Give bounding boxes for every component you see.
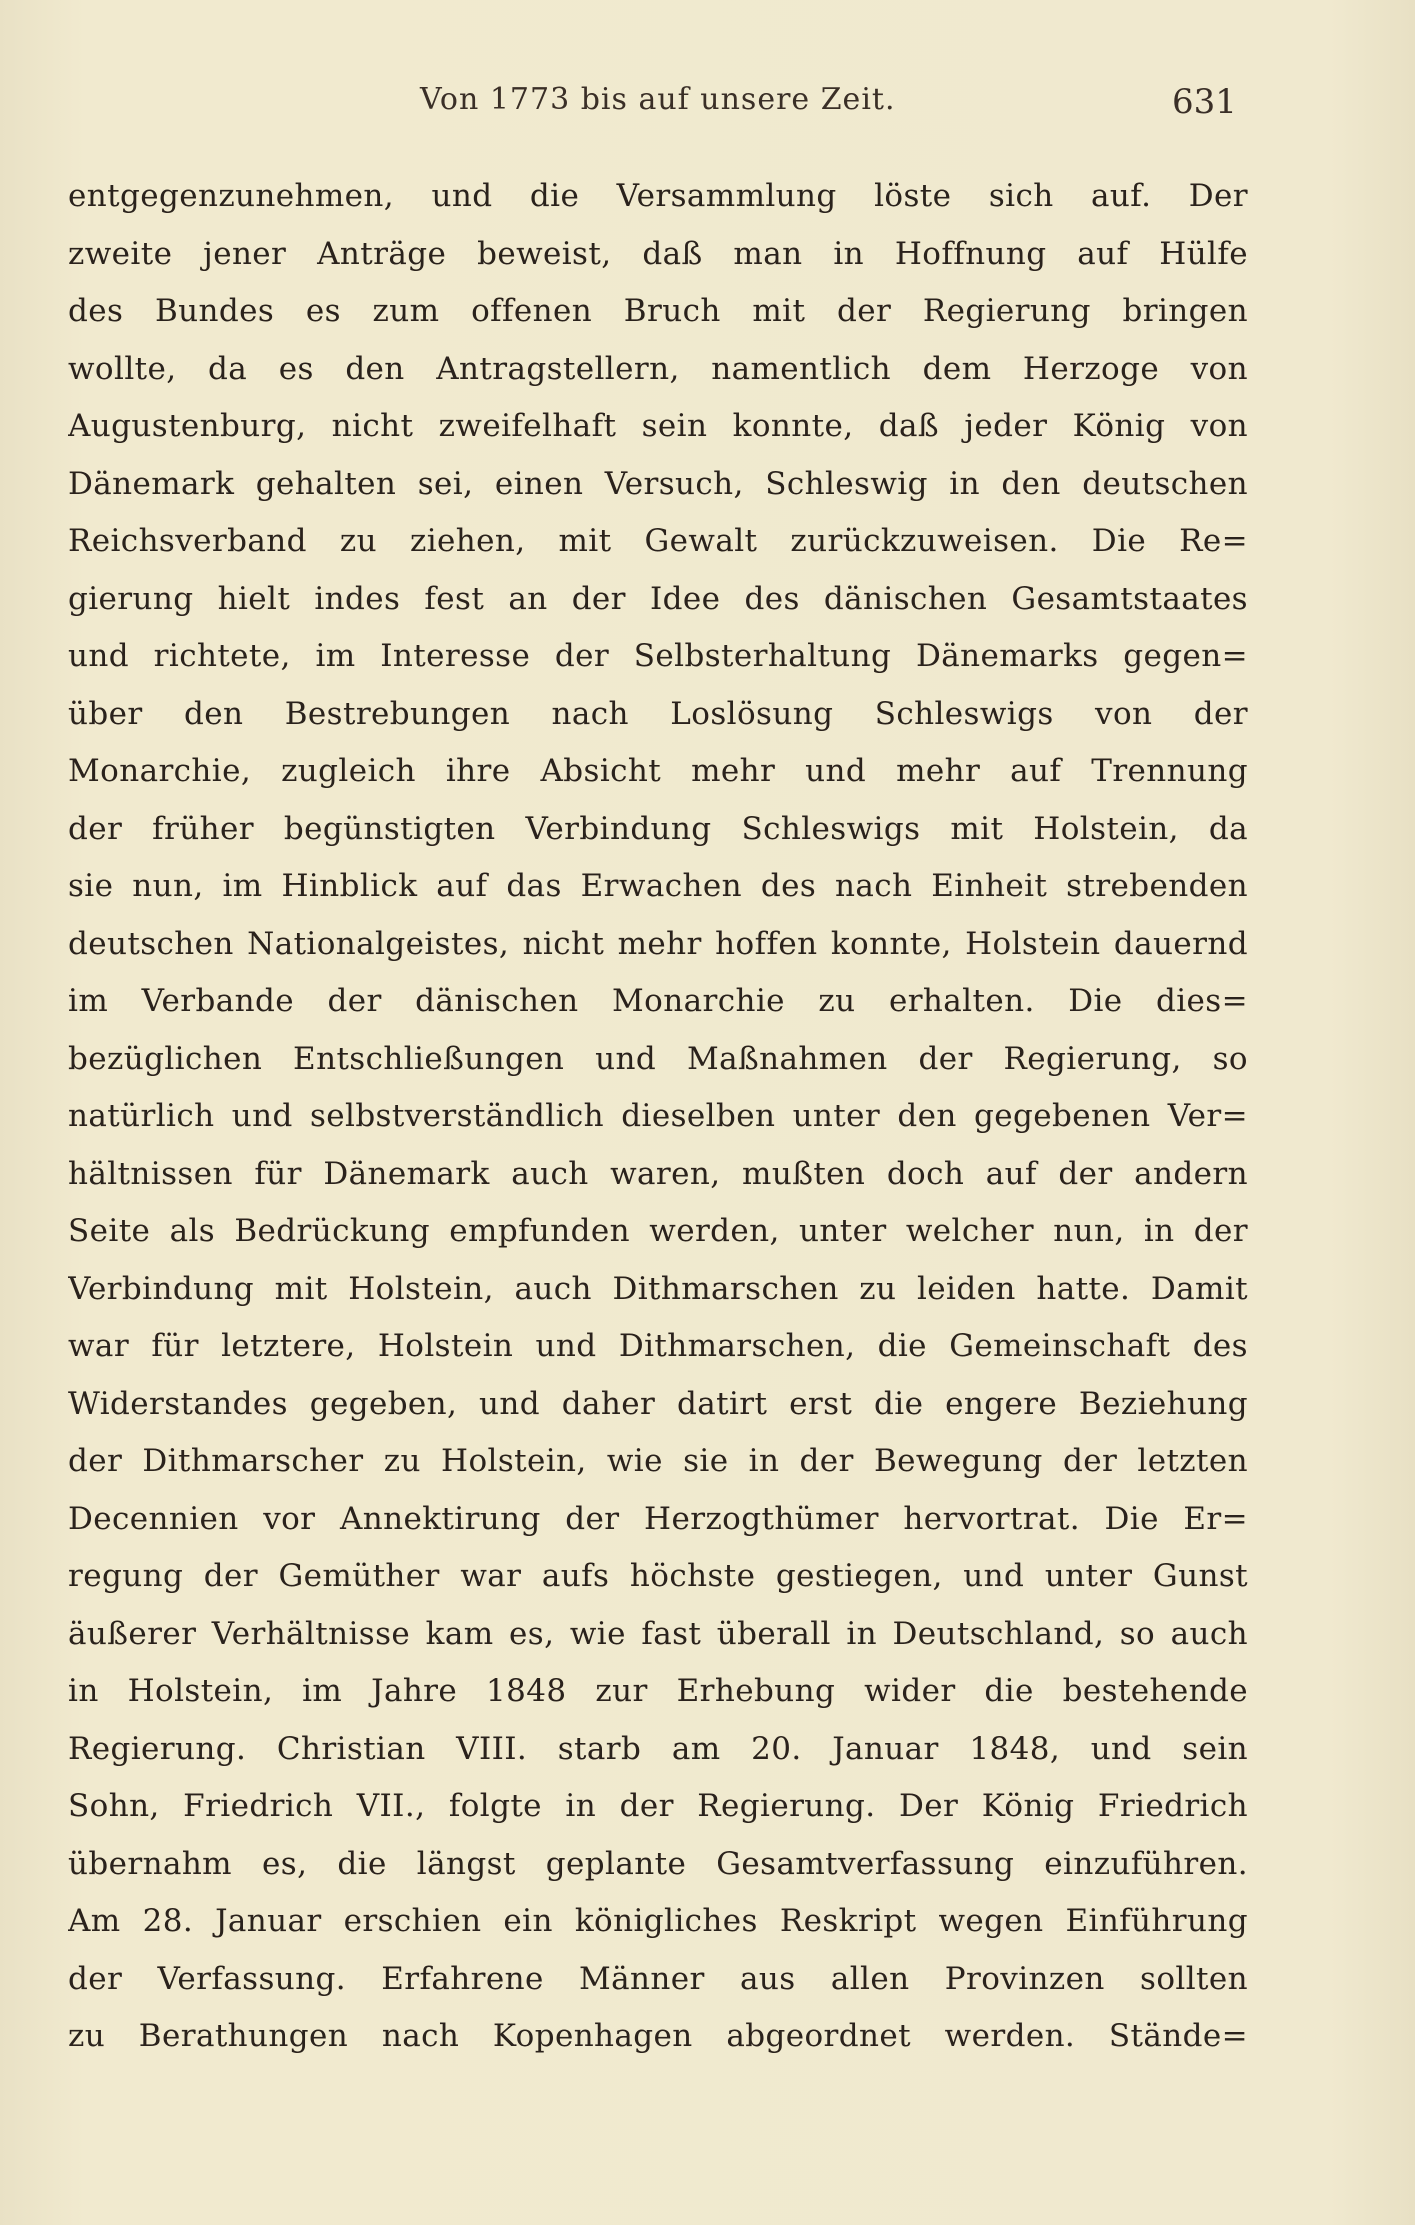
text-line: entgegenzunehmen, und die Versammlung löste sich auf. Der (68, 178, 1248, 214)
text-line: Decennien vor Annektirung der Herzogthümer hervortrat. Die Er= (68, 1500, 1248, 1537)
text-line: deutschen Nationalgeistes, nicht mehr hoffen konnte, Holstein dauernd (68, 925, 1248, 962)
text-line: der Verfassung. Erfahrene Männer aus allen Provinzen sollten (68, 1960, 1248, 1997)
page-number: 631 (1172, 82, 1237, 122)
text-line: äußerer Verhältnisse kam es, wie fast überall in Deutschland, so auch (68, 1615, 1248, 1652)
running-title: Von 1773 bis auf unsere Zeit. (420, 82, 896, 117)
body-text (68, 168, 1248, 2066)
text-line: zu Berathungen nach Kopenhagen abgeordnet werden. Stände= (68, 2018, 1248, 2054)
text-line: Verbindung mit Holstein, auch Dithmarschen zu leiden hatte. Damit (68, 1270, 1248, 1307)
text-line: und richtete, im Interesse der Selbsterhaltung Dänemarks gegen= (68, 638, 1248, 674)
text-line: Augustenburg, nicht zweifelhaft sein konnte, daß jeder König von (68, 408, 1248, 444)
text-line: der früher begünstigten Verbindung Schleswigs mit Holstein, da (68, 810, 1248, 847)
text-line: Widerstandes gegeben, und daher datirt erst die engere Beziehung (68, 1385, 1248, 1422)
text-line: Sohn, Friedrich VII., folgte in der Regierung. Der König Friedrich (68, 1788, 1248, 1824)
text-line: sie nun, im Hinblick auf das Erwachen des nach Einheit strebenden (68, 868, 1248, 904)
text-line: Seite als Bedrückung empfunden werden, unter welcher nun, in der (68, 1213, 1248, 1249)
text-line: bezüglichen Entschließungen und Maßnahmen der Regierung, so (68, 1040, 1248, 1077)
text-line: hältnissen für Dänemark auch waren, mußten doch auf der andern (68, 1155, 1248, 1192)
text-line: zweite jener Anträge beweist, daß man in Hoffnung auf Hülfe (68, 235, 1248, 272)
text-line: übernahm es, die längst geplante Gesamtverfassung einzuführen. (68, 1845, 1248, 1882)
text-line: Am 28. Januar erschien ein königliches Reskript wegen Einführung (68, 1903, 1248, 1939)
text-line: war für letztere, Holstein und Dithmarschen, die Gemeinschaft des (68, 1328, 1248, 1364)
running-head (0, 82, 1415, 132)
text-line: im Verbande der dänischen Monarchie zu erhalten. Die dies= (68, 983, 1248, 1019)
text-line: Regierung. Christian VIII. starb am 20. Januar 1848, und sein (68, 1730, 1248, 1767)
text-line: natürlich und selbstverständlich dieselben unter den gegebenen Ver= (68, 1098, 1248, 1134)
text-line: Monarchie, zugleich ihre Absicht mehr und mehr auf Trennung (68, 753, 1248, 789)
text-line: in Holstein, im Jahre 1848 zur Erhebung wider die bestehende (68, 1673, 1248, 1709)
text-line: Reichsverband zu ziehen, mit Gewalt zurückzuweisen. Die Re= (68, 523, 1248, 559)
text-line: wollte, da es den Antragstellern, namentlich dem Herzoge von (68, 350, 1248, 387)
text-line: über den Bestrebungen nach Loslösung Schleswigs von der (68, 695, 1248, 732)
text-line: der Dithmarscher zu Holstein, wie sie in der Bewegung der letzten (68, 1443, 1248, 1479)
text-line: regung der Gemüther war aufs höchste gestiegen, und unter Gunst (68, 1558, 1248, 1594)
text-line: des Bundes es zum offenen Bruch mit der Regierung bringen (68, 293, 1248, 329)
text-line: gierung hielt indes fest an der Idee des dänischen Gesamtstaates (68, 580, 1248, 617)
text-line: Dänemark gehalten sei, einen Versuch, Schleswig in den deutschen (68, 465, 1248, 502)
